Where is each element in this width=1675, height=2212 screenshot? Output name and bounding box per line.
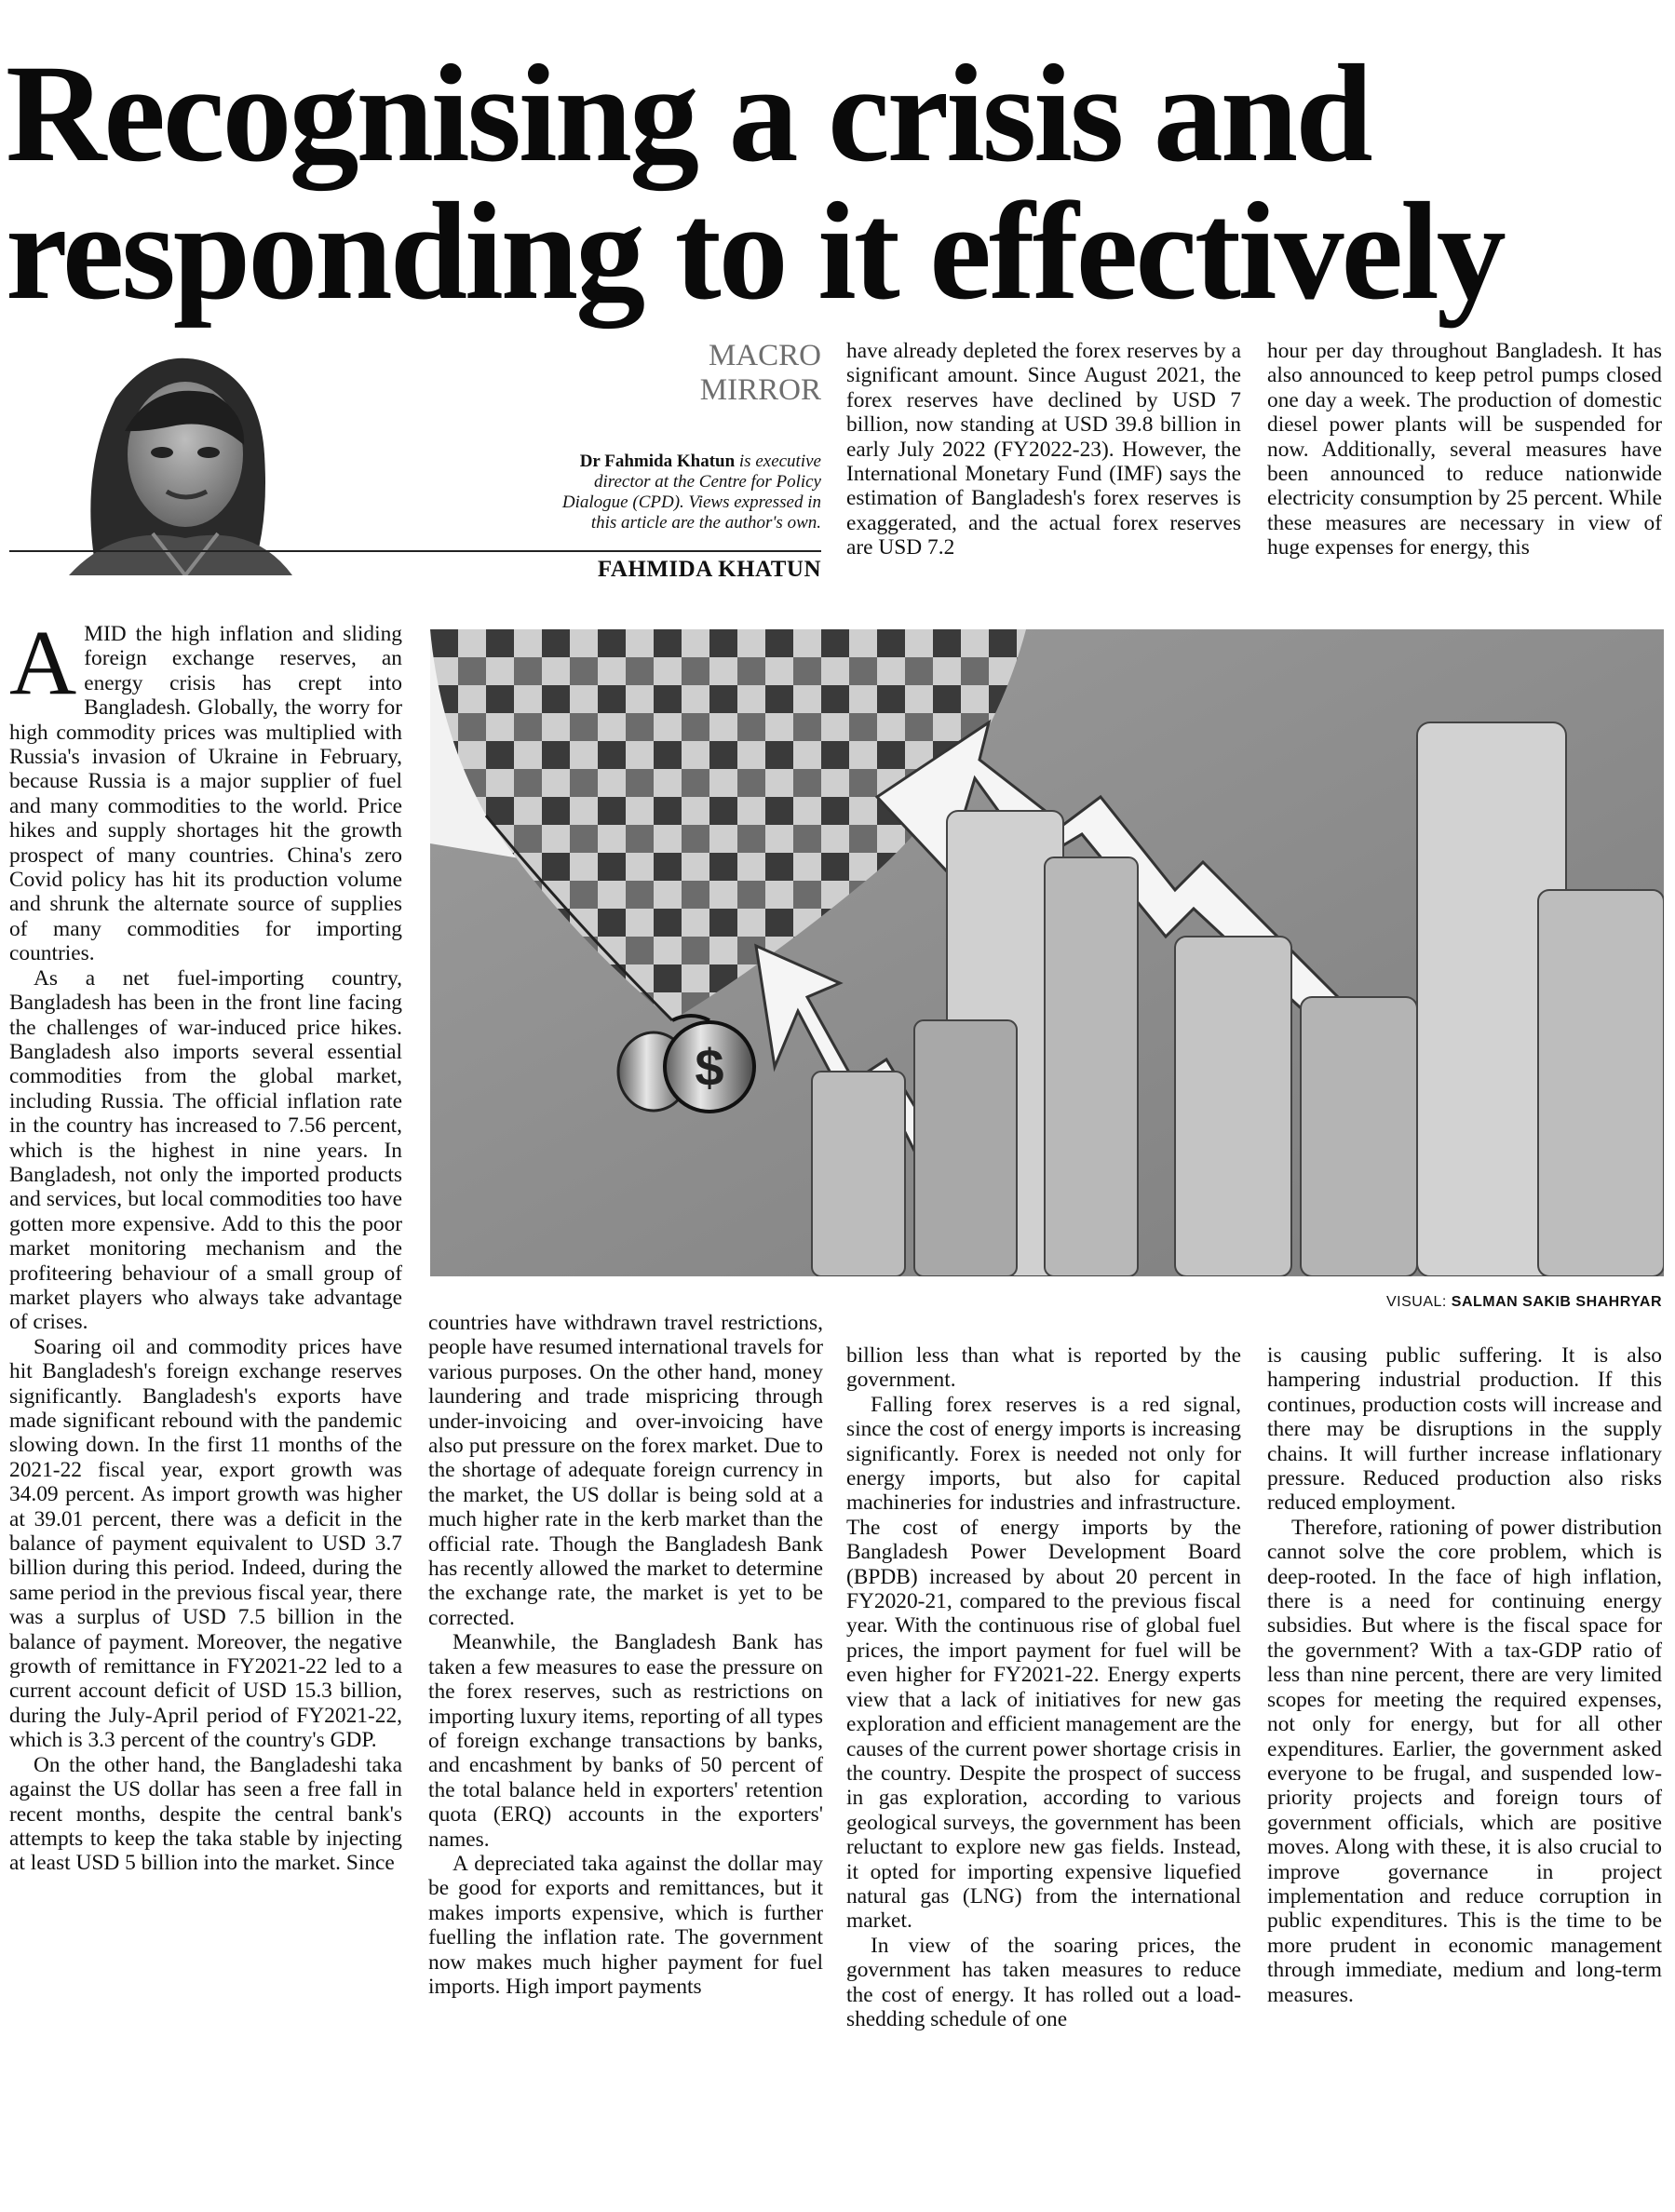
article-column-4-bottom <box>1267 1343 1662 2007</box>
paragraph: Soaring oil and commodity prices have hit Bangladesh's foreign exchange reserves significantly. Bangladesh's exports have made significant rebound with the pandemic slowing down. In the first 11 months of the 2021-22 fiscal year, export growth was 34.09 percent. As import growth was higher at 39.01 percent, there was a deficit in the balance of payment equivalent to USD 3.7 billion during this period. Indeed, during the same period in the previous fiscal year, there was a surplus of USD 7.5 billion in the balance of payment. Moreover, the negative growth of remittance in FY2021-22 led to a current account deficit of USD 15.3 billion, during the July-April period of FY2021-22, which is 3.3 percent of the country's GDP. <box>9 1334 402 1753</box>
article-column-2-top <box>846 339 1241 560</box>
author-portrait <box>13 343 320 575</box>
paragraph-text: MID the high inflation and sliding foreign exchange reserves, an energy crisis has crept into Bangladesh. Globally, the worry for high commodity prices was multiplied with Russia's invasion of Ukraine in February, because Russia is a major supplier of fuel and many commodities to the world. Price hikes and supply shortages hit the growth prospect of many countries. China's zero Covid policy has hit its production volume and shrunk the alternate source of supplies of many commodities for importing countries. <box>9 622 402 966</box>
author-bio-text: is executive director at the Centre for Policy Dialogue (CPD). Views expressed in this article are the author's own. <box>561 452 821 533</box>
article-column-1 <box>9 611 402 1876</box>
visual-credit <box>1210 1294 1662 1311</box>
dollar-coin-icon <box>618 1022 754 1112</box>
paragraph: Meanwhile, the Bangladesh Bank has taken a few measures to ease the pressure on the forex reserves, such as restrictions on importing luxury items, reporting of all types of foreign exchange transactions by banks, and encashment by banks of 50 percent of the total balance held in exporters' retention quota (ERQ) accounts in the exporters' names. <box>428 1630 823 1852</box>
paragraph: In view of the soaring prices, the government has taken measures to reduce the cost of energy. It has rolled out a load-shedding schedule of one <box>846 1933 1241 2031</box>
headline-line-2: responding to it effectively <box>6 174 1504 329</box>
paragraph: is causing public suffering. It is also hampering industrial production. If this continues, production costs will increase and there may be disruptions in the supply chains. It will further increase inflationary pressure. Reduced production also risks reduced employment. <box>1267 1343 1662 1516</box>
drop-cap: A <box>9 611 77 714</box>
paragraph <box>9 611 402 966</box>
illustration <box>430 629 1664 1276</box>
author-bio <box>540 452 821 533</box>
column-name-line-2: MIRROR <box>699 373 821 407</box>
paragraph: Therefore, rationing of power distribution cannot solve the core problem, which is deep-rooted. In the face of high inflation, there is a need for continuing energy subsidies. But where is the fiscal space for the government? With a tax-GDP ratio of less than nine percent, there are very limited scopes for meeting the required expenses, not only for energy, but for all other expenditures. Earlier, the government asked everyone to be frugal, and suspended low-priority projects and foreign tours of government officials, which are positive moves. Along with these, it is also crucial to improve governance in project implementation and reduce corruption in public expenditures. This is the time to be more prudent in economic management through immediate, medium and long-term measures. <box>1267 1515 1662 2007</box>
headline-line-1: Recognising a crisis and <box>6 36 1371 191</box>
paragraph: Falling forex reserves is a red signal, since the cost of energy imports is increasing significantly. Forex is needed not only for energy imports, but also for capital machineries for industries and infrastructure. The cost of energy imports by the Bangladesh Power Development Board (BPDB) increased by about 20 percent in FY2020-21, compared to the previous fiscal year. With the continuous rise of global fuel prices, the import payment for fuel will be even higher for FY2021-22. Energy experts view that a lack of initiatives for new gas exploration and efficient management are the causes of the current power shortage crisis in the country. Despite the prospect of success in gas exploration, according to various geological surveys, the government has been reluctant to explore new gas fields. Instead, it opted for importing expensive liquefied natural gas (LNG) from the international market. <box>846 1392 1241 1934</box>
paragraph: countries have withdrawn travel restrictions, people have resumed international travels for various purposes. On the other hand, money laundering and trade mispricing through under-invoicing and over-invoicing have also put pressure on the forex market. Due to the shortage of adequate foreign currency in the market, the US dollar is being sold at a much higher rate in the kerb market than the official rate. Though the Bangladesh Bank has recently allowed the market to determine the exchange rate, the market is yet to be corrected. <box>428 1311 823 1630</box>
article-column-3-bottom <box>846 1343 1241 2031</box>
article-column-2-bottom <box>428 1311 823 1999</box>
paragraph: A depreciated taka against the dollar may be good for exports and remittances, but it makes imports expensive, which is further fuelling the inflation rate. The government now makes much higher payment for fuel imports. High import payments <box>428 1851 823 1999</box>
article-column-3-top <box>1267 339 1662 560</box>
byline-divider <box>9 550 821 552</box>
paragraph: hour per day throughout Bangladesh. It has also announced to keep petrol pumps closed one day a week. The production of domestic diesel power plants will be suspended for now. Additionally, several measures have been announced to reduce nationwide electricity consumption by 25 percent. While these measures are necessary in view of huge expenses for energy, this <box>1267 339 1662 560</box>
column-name-line-1: MACRO <box>708 339 821 372</box>
visual-credit-name: SALMAN SAKIB SHAHRYAR <box>1451 1294 1662 1310</box>
headline <box>6 36 1672 329</box>
author-bio-name: Dr Fahmida Khatun <box>579 452 736 471</box>
paragraph: billion less than what is reported by the government. <box>846 1343 1241 1393</box>
paragraph: On the other hand, the Bangladeshi taka against the US dollar has seen a free fall in recent months, despite the central bank's attempts to keep the taka stable by injecting at least USD 5 billion into the market. Since <box>9 1752 402 1876</box>
paragraph: As a net fuel-importing country, Bangladesh has been in the front line facing the challenges of war-induced price hikes. Bangladesh also imports several essential commodities from the global market, including Russia. The official inflation rate in the country has increased to 7.56 percent, which is the highest in nine years. In Bangladesh, not only the imported products and services, but local commodities too have gotten more expensive. Add to this the poor market monitoring mechanism and the profiteering behaviour of a small group of market players who always take advantage of crises. <box>9 965 402 1335</box>
svg-text:$: $ <box>695 1038 724 1097</box>
paragraph: have already depleted the forex reserves by a significant amount. Since August 2021, the forex reserves have declined by USD 7 billion, now standing at USD 39.8 billion in early July 2022 (FY2022-23). However, the International Monetary Fund (IMF) says the estimation of Bangladesh's forex reserves is exaggerated, and the actual forex reserves are USD 7.2 <box>846 339 1241 560</box>
byline: FAHMIDA KHATUN <box>597 557 821 582</box>
column-name <box>559 339 821 408</box>
visual-credit-label: VISUAL: <box>1385 1294 1447 1310</box>
